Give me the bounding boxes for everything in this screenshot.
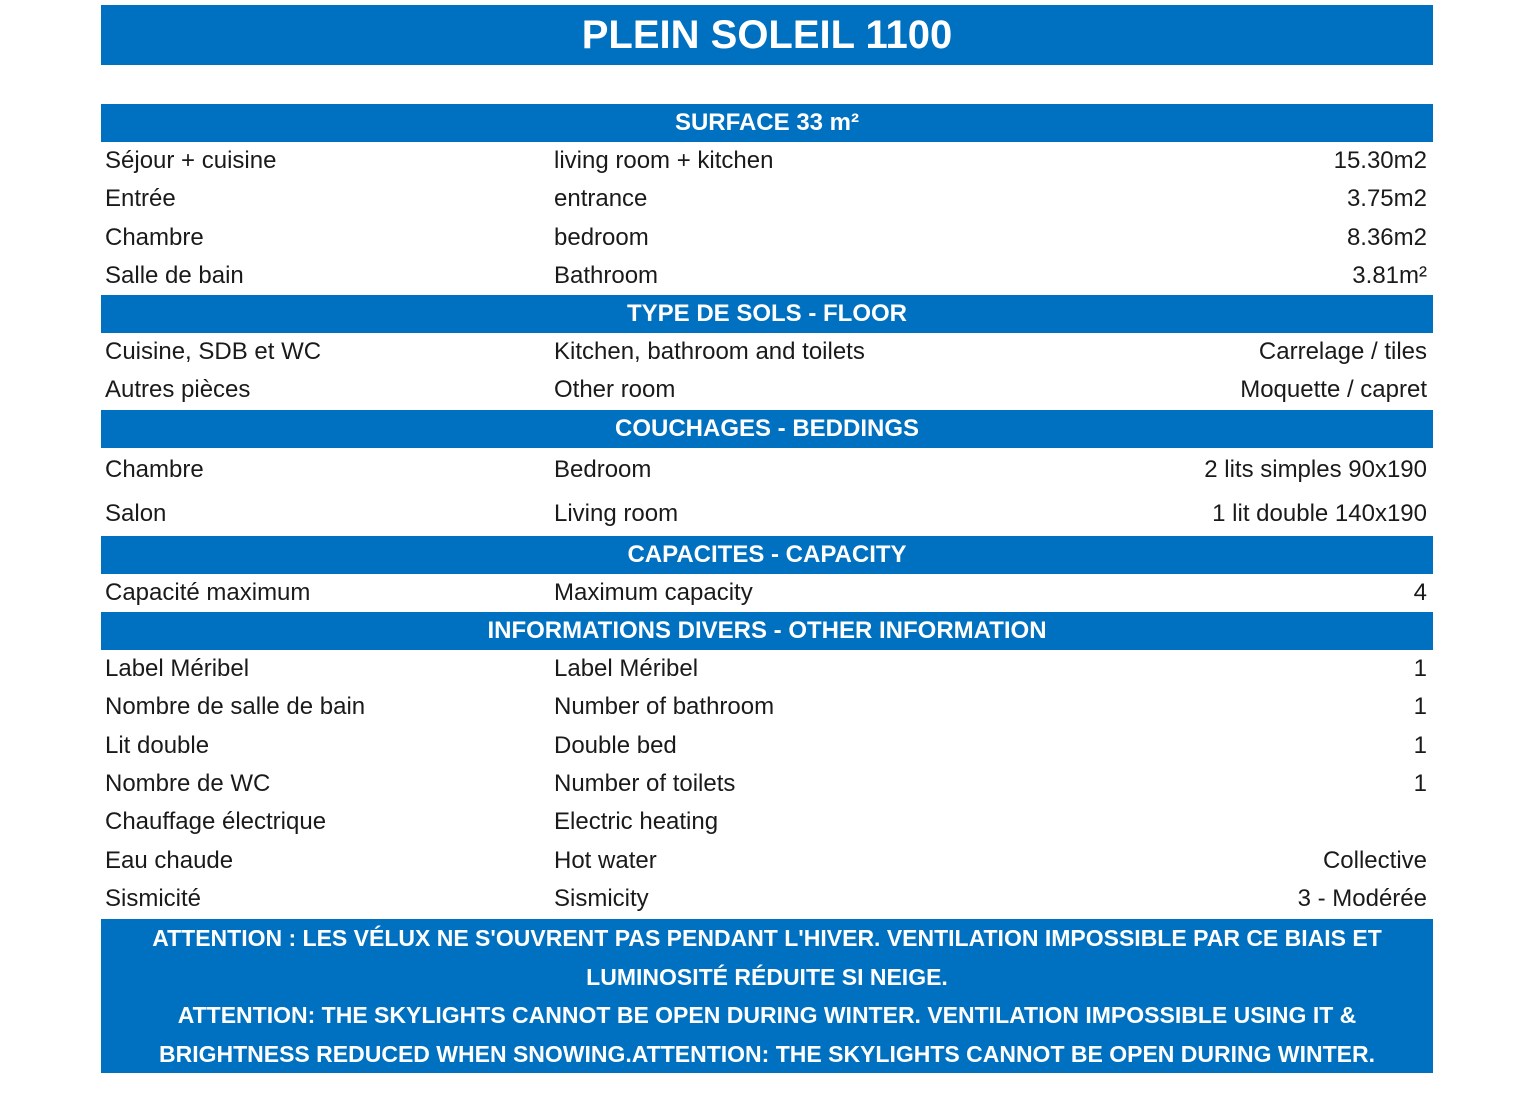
row-label-en: Number of bathroom [554,693,775,721]
table-row [101,333,1433,371]
row-label-en: Living room [554,499,679,527]
row-label-fr: Salle de bain [105,261,244,289]
row-value: 3.81m² [1352,261,1427,289]
row-label-en: entrance [554,185,648,213]
row-label-en: Number of toilets [554,769,736,797]
row-label-fr: Chauffage électrique [105,808,327,836]
notice-fr: ATTENTION : LES VÉLUX NE S'OUVRENT PAS PENDANT L'HIVER. VENTILATION IMPOSSIBLE PAR CE BIAIS ET LUMINOSITÉ RÉDUITE SI NEIGE. [152,925,1382,990]
row-value: 4 [1413,578,1427,606]
row-label-en: Kitchen, bathroom and toilets [554,338,865,366]
row-label-fr: Eau chaude [105,846,234,874]
row-value: Moquette / capret [1240,376,1427,404]
row-label-en: living room + kitchen [554,147,774,174]
row-value: 8.36m2 [1346,223,1427,251]
table-row [101,650,1433,688]
table-row [101,727,1433,765]
row-value: 15.30m2 [1333,147,1427,174]
notice-en: ATTENTION: THE SKYLIGHTS CANNOT BE OPEN DURING WINTER. VENTILATION IMPOSSIBLE USING IT & BRIGHTNESS REDUCED WHEN SNOWING.ATTENTION: THE SKYLIGHTS CANNOT BE OPEN DURING WINTER. VENTILATION [158,1002,1376,1106]
table-row [101,219,1433,257]
table-row [101,371,1433,409]
table-row [101,842,1433,880]
row-value: 1 [1413,731,1427,759]
table-row [101,448,1433,492]
table-row [101,765,1433,803]
row-value: 3.75m2 [1346,185,1427,213]
row-label-en: Sismicity [554,884,649,912]
row-value: Collective [1322,846,1427,874]
row-value: Carrelage / tiles [1258,338,1427,366]
table-row [101,803,1433,841]
table-row [101,492,1433,536]
section-heading-beddings: COUCHAGES - BEDDINGS [101,410,1433,448]
row-label-fr: Entrée [105,185,176,213]
row-label-fr: Salon [105,499,167,527]
row-label-en: Other room [554,376,676,404]
row-label-fr: Lit double [105,731,210,759]
row-value: 2 lits simples 90x190 [1204,455,1427,483]
info-sheet [101,5,1433,1106]
section-heading-floor: TYPE DE SOLS - FLOOR [101,295,1433,333]
section-heading-surface: SURFACE 33 m² [101,104,1433,142]
row-value: 1 [1413,655,1427,683]
row-label-en: Bathroom [554,261,659,289]
table-row [101,688,1433,726]
row-value: 3 - Modérée [1297,884,1427,912]
section-heading-capacity: CAPACITES - CAPACITY [101,536,1433,574]
row-value: 1 [1413,769,1427,797]
row-label-en: Maximum capacity [554,578,753,606]
attention-notice [101,919,1433,1106]
row-label-en: Double bed [554,731,677,759]
table-row [101,880,1433,918]
row-label-en: Bedroom [554,455,652,483]
spacer [101,65,1433,104]
section-heading-other-information: INFORMATIONS DIVERS - OTHER INFORMATION [101,612,1433,650]
row-label-fr: Chambre [105,223,204,251]
row-label-en: Electric heating [554,808,719,836]
table-row [101,574,1433,612]
page-title: PLEIN SOLEIL 1100 [101,5,1433,65]
row-label-en: bedroom [554,223,649,251]
row-label-fr: Nombre de salle de bain [105,693,366,721]
row-label-fr: Label Méribel [105,655,250,683]
row-label-fr: Chambre [105,455,204,483]
row-value: 1 [1413,693,1427,721]
row-label-fr: Nombre de WC [105,769,271,797]
row-label-fr: Capacité maximum [105,578,311,606]
row-label-fr: Sismicité [105,884,202,912]
row-label-fr: Séjour + cuisine [105,147,277,174]
table-row [101,142,1433,180]
row-label-fr: Autres pièces [105,376,251,404]
row-label-en: Hot water [554,846,657,874]
row-label-en: Label Méribel [554,655,699,683]
row-label-fr: Cuisine, SDB et WC [105,338,322,366]
table-row [101,257,1433,295]
table-row [101,180,1433,218]
row-value: 1 lit double 140x190 [1212,499,1427,527]
